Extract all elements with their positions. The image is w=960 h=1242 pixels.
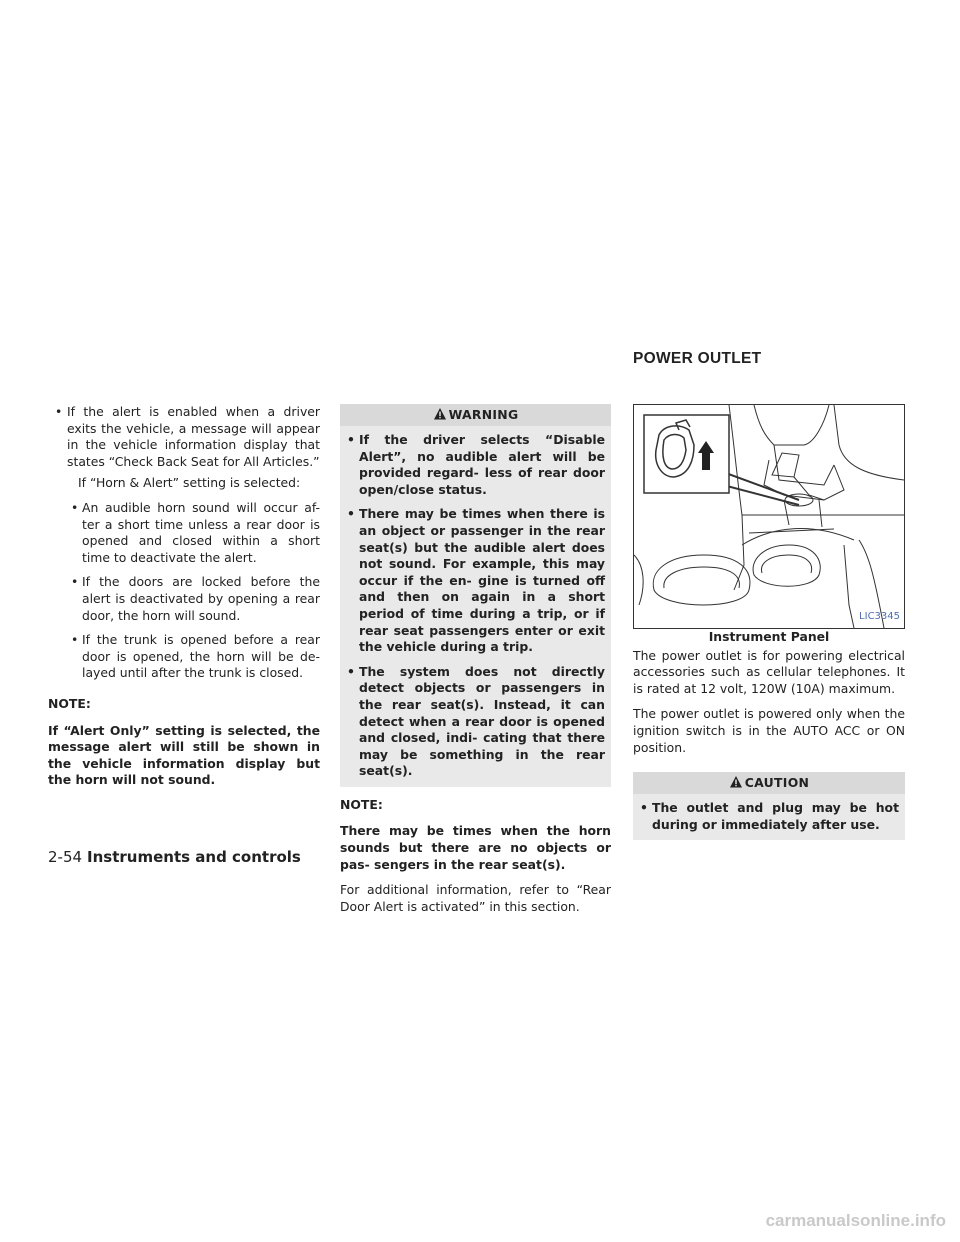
sub-bullet-text: If the doors are locked before the alert is deactivated by opening a rear door, the horn will sound. xyxy=(82,574,320,623)
warning-title: WARNING xyxy=(448,407,519,422)
horn-alert-intro: If “Horn & Alert” setting is selected: xyxy=(78,475,301,491)
list-item: • If the trunk is opened before a rear door is opened, the horn will be de- layed until after the trunk is closed. xyxy=(71,632,320,681)
caution-box xyxy=(633,772,905,840)
note-text: There may be times when the horn sounds but there are no objects or pas- sengers in the rear seat(s). xyxy=(340,823,611,872)
bullet-text: If the alert is enabled when a driver exits the vehicle, a message will appear in the vehicle information display that states “Check Back Seat for All Articles.” xyxy=(67,404,320,469)
note-text: If “Alert Only” setting is selected, the message alert will still be shown in the vehicle information display but the horn will not sound. xyxy=(48,722,320,788)
more-info-text: For additional information, refer to “Rear Door Alert is activated” in this section. xyxy=(340,882,611,914)
sub-bullet-text: If the trunk is opened before a rear door is opened, the horn will be de- layed until after the trunk is closed. xyxy=(82,632,320,681)
watermark: carmanualsonline.info xyxy=(765,1211,946,1230)
sub-bullet-text: An audible horn sound will occur af- ter a short time unless a rear door is opened and closed within a short time to deactivate the alert. xyxy=(82,499,320,565)
warning-header xyxy=(340,404,611,426)
note-label: NOTE: xyxy=(340,796,383,812)
warning-item: • The system does not directly detect objects or passengers in the rear seat(s). Instead, it can detect when a rear door is opened and closed, indi- cating that there may be something in the rear seat(s). xyxy=(347,663,605,779)
page-footer xyxy=(48,848,301,866)
power-outlet-paragraph-1: The power outlet is for powering electrical accessories such as cellular telephones. It is rated at 12 volt, 120W (10A) maximum. xyxy=(633,647,905,696)
page-number: 2-54 xyxy=(48,848,83,866)
caution-header xyxy=(633,772,905,794)
footer-section-title: Instruments and controls xyxy=(87,848,301,866)
warning-item: • If the driver selects “Disable Alert”, no audible alert will be provided regard- less of rear door open/close status. xyxy=(347,432,605,497)
warning-icon xyxy=(729,775,743,789)
figure-code: LIC3345 xyxy=(859,611,900,623)
warning-item: • There may be times when there is an object or passenger in the rear seat(s) but the audible alert does not sound. For example, this may occur if the en- gine is turned off and then on again in a short period of time during a trip, or if rear seat passengers enter or exit the vehicle during a trip. xyxy=(347,506,605,655)
figure-caption: Instrument Panel xyxy=(708,629,830,644)
list-item: • If the alert is enabled when a driver exits the vehicle, a message will appear in the vehicle information display that states “Check Back Seat for All Articles.” xyxy=(55,404,320,469)
column-3 xyxy=(633,404,905,840)
instrument-panel-figure xyxy=(633,404,905,629)
column-1 xyxy=(48,404,320,789)
list-item: • An audible horn sound will occur af- ter a short time unless a rear door is opened and closed within a short time to deactivate the alert. xyxy=(71,499,320,565)
warning-icon xyxy=(433,407,447,421)
power-outlet-paragraph-2: The power outlet is powered only when the ignition switch is in the AUTO ACC or ON position. xyxy=(633,706,905,755)
warning-box xyxy=(340,404,611,787)
column-2 xyxy=(340,404,611,915)
caution-title: CAUTION xyxy=(744,775,810,791)
note-label: NOTE: xyxy=(48,695,91,711)
list-item: • If the doors are locked before the alert is deactivated by opening a rear door, the horn will sound. xyxy=(71,574,320,623)
power-outlet-illustration xyxy=(634,405,904,628)
section-title: POWER OUTLET xyxy=(633,350,762,367)
caution-item: • The outlet and plug may be hot during or immediately after use. xyxy=(640,800,899,832)
